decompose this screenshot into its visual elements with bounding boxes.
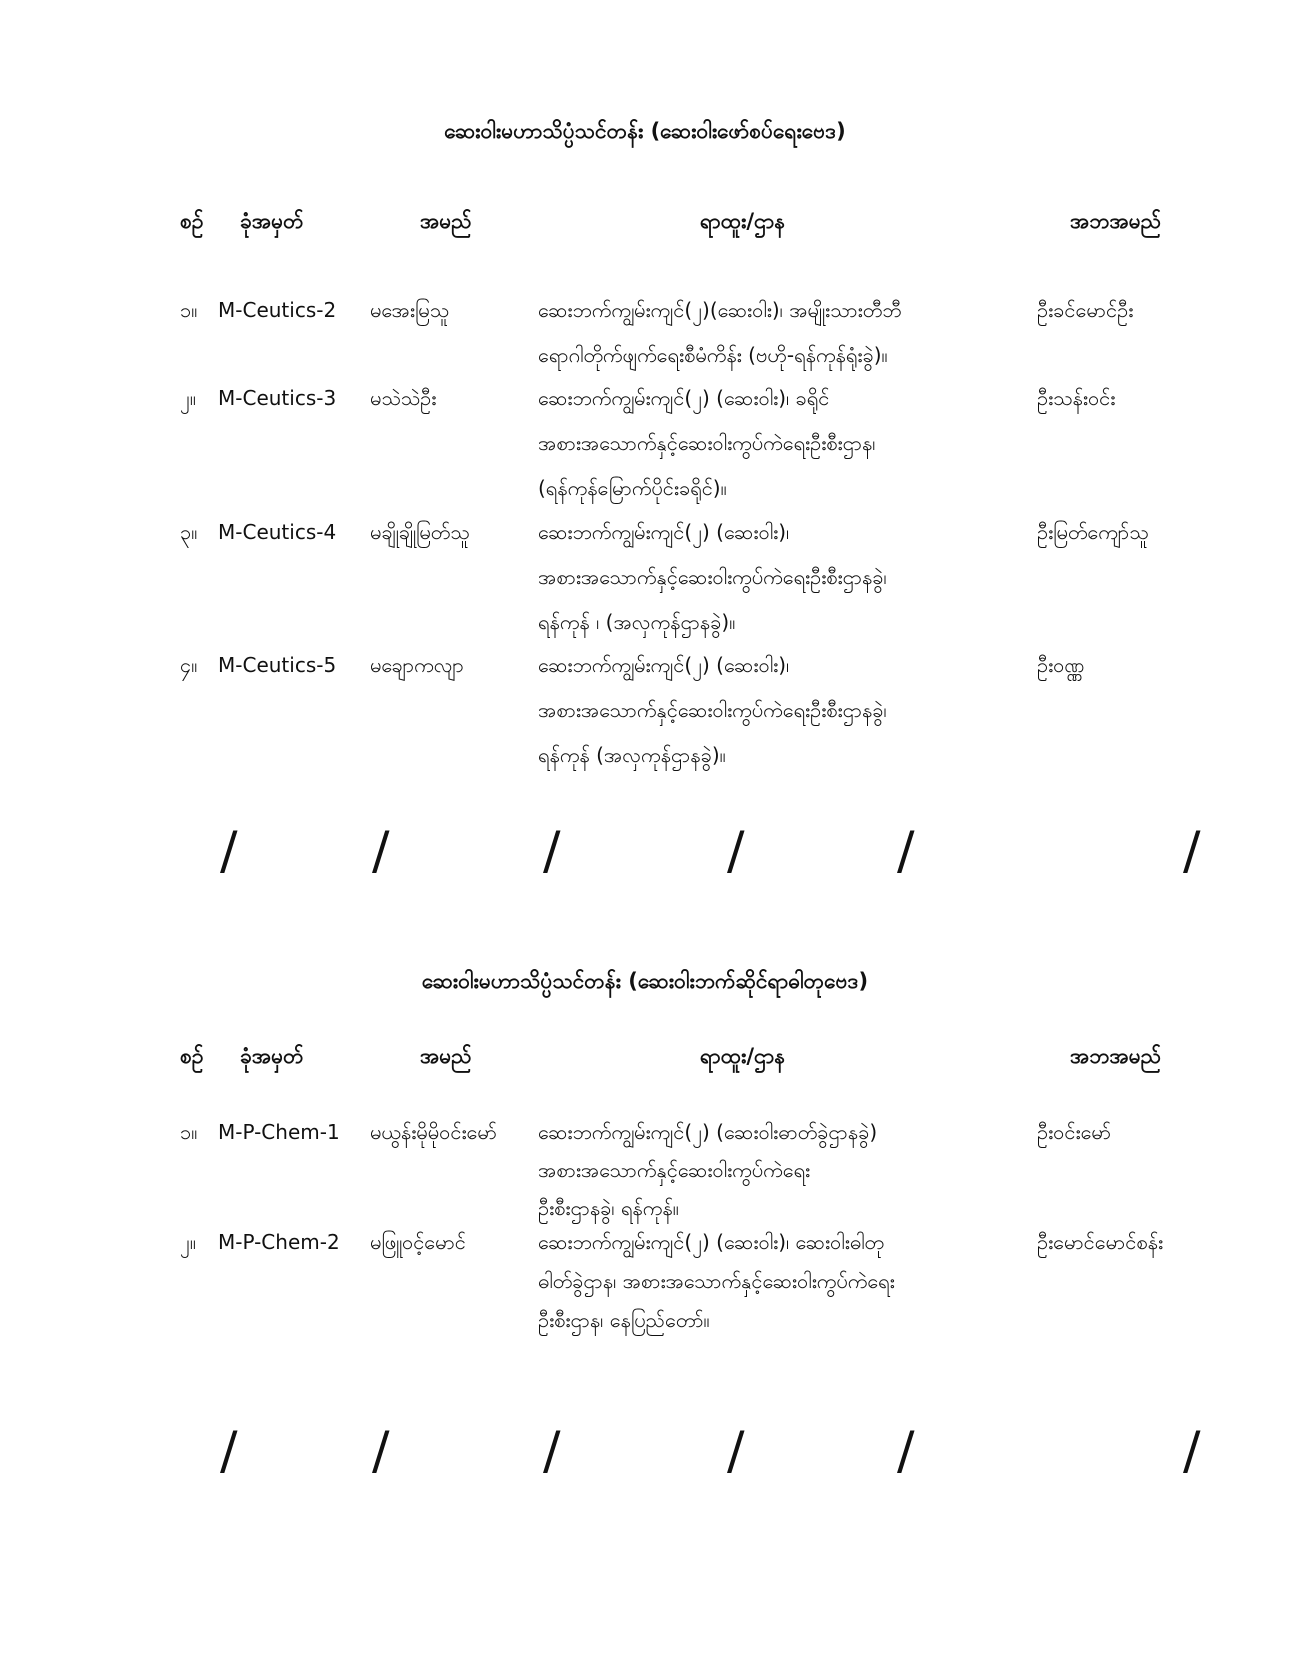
row-roll: M-Ceutics-4 <box>218 520 337 544</box>
separator-slash: / <box>727 1421 745 1481</box>
row-position-line: ဦးစီးဌာနခွဲ၊ ရန်ကုန်။ <box>538 1196 679 1220</box>
row-roll: M-P-Chem-2 <box>218 1230 340 1254</box>
separator-slash: / <box>1183 821 1201 881</box>
row-position-line: ဆေးဘက်ကျွမ်းကျင်(၂) (ဆေးဝါးဓာတ်ခွဲဌာနခွဲ) <box>538 1120 878 1144</box>
row-position-line: အစားအသောက်နှင့်ဆေးဝါးကွပ်ကဲရေးဦးစီးဌာနခွဲ၊ <box>538 698 887 722</box>
separator-slash: / <box>372 1421 390 1481</box>
row-position-line: ဆေးဘက်ကျွမ်းကျင်(၂) (ဆေးဝါး)၊ <box>538 520 790 544</box>
header-position: ရာထူး/ဌာန <box>700 1044 786 1068</box>
header-name: အမည် <box>420 209 472 233</box>
row-position-line: အစားအသောက်နှင့်ဆေးဝါးကွပ်ကဲရေး <box>538 1158 811 1182</box>
row-no: ၃။ <box>180 520 198 544</box>
row-position-line: ဆေးဘက်ကျွမ်းကျင်(၂) (ဆေးဝါး)၊ ခရိုင် <box>538 386 830 410</box>
separator-slash: / <box>543 1421 561 1481</box>
row-father: ဦးသန်းဝင်း <box>1037 386 1116 410</box>
row-name: မအေးမြသူ <box>370 298 450 322</box>
row-position-line: (ရန်ကုန်မြောက်ပိုင်းခရိုင်)။ <box>538 476 727 500</box>
row-no: ၄။ <box>180 653 198 677</box>
row-name: မဖြူဝင့်မောင် <box>370 1230 466 1254</box>
separator-slash: / <box>727 821 745 881</box>
row-position-line: ရန်ကုန် (အလှကုန်ဌာနခွဲ)။ <box>538 743 726 767</box>
row-father: ဦးခင်မောင်ဦး <box>1037 298 1134 322</box>
header-father: အဘအမည် <box>1070 1044 1162 1068</box>
header-name: အမည် <box>420 1044 472 1068</box>
row-position-line: ဦးစီးဌာန၊ နေပြည်တော်။ <box>538 1308 710 1332</box>
row-father: ဦးမြတ်ကျော်သူ <box>1037 520 1149 544</box>
separator-slash: / <box>220 821 238 881</box>
row-father: ဦးမောင်မောင်စန်း <box>1037 1230 1164 1254</box>
header-roll: ခုံအမှတ် <box>240 209 304 233</box>
row-no: ၂။ <box>180 386 196 410</box>
separator-slash: / <box>372 821 390 881</box>
row-name: မချိုချိုမြတ်သူ <box>370 520 470 544</box>
header-no: စဉ် <box>180 1044 204 1068</box>
separator-slash: / <box>897 821 915 881</box>
row-roll: M-Ceutics-5 <box>218 653 337 677</box>
row-position-line: ဆေးဘက်ကျွမ်းကျင်(၂) (ဆေးဝါး)၊ ဆေးဝါးဓါတု <box>538 1230 884 1254</box>
separator-slash: / <box>543 821 561 881</box>
row-no: ၁။ <box>180 1120 198 1144</box>
row-father: ဦးဝဏ္ဏ <box>1037 653 1085 677</box>
row-roll: M-Ceutics-2 <box>218 298 337 322</box>
row-position-line: အစားအသောက်နှင့်ဆေးဝါးကွပ်ကဲရေးဦးစီးဌာန၊ <box>538 431 876 455</box>
row-roll: M-Ceutics-3 <box>218 386 337 410</box>
row-name: မယွန်းမိုမိုဝင်းမော် <box>370 1120 498 1144</box>
row-position-line: ရန်ကုန် ၊ (အလှကုန်ဌာနခွဲ)။ <box>538 610 736 634</box>
header-position: ရာထူး/ဌာန <box>700 209 786 233</box>
section2-title: ဆေးဝါးမဟာသိပ္ပံသင်တန်း (ဆေးဝါးဘက်ဆိုင်ရာဓါတုဗေဒ) <box>421 969 869 993</box>
row-no: ၂။ <box>180 1230 196 1254</box>
row-no: ၁။ <box>180 298 198 322</box>
row-father: ဦးဝင်းမော် <box>1037 1120 1112 1144</box>
row-roll: M-P-Chem-1 <box>218 1120 340 1144</box>
header-no: စဉ် <box>180 209 204 233</box>
header-roll: ခုံအမှတ် <box>240 1044 304 1068</box>
row-position-line: အစားအသောက်နှင့်ဆေးဝါးကွပ်ကဲရေးဦးစီးဌာနခွဲ၊ <box>538 565 887 589</box>
row-position-line: ဆေးဘက်ကျွမ်းကျင်(၂) (ဆေးဝါး)၊ <box>538 653 790 677</box>
separator-slash: / <box>220 1421 238 1481</box>
separator-slash: / <box>897 1421 915 1481</box>
row-position-line: ဓါတ်ခွဲဌာန၊ အစားအသောက်နှင့်ဆေးဝါးကွပ်ကဲရေး <box>538 1269 895 1293</box>
row-position-line: ရောဂါတိုက်ဖျက်ရေးစီမံကိန်း (ဗဟို-ရန်ကုန်ရုံးခွဲ)။ <box>538 343 888 367</box>
section1-title: ဆေးဝါးမဟာသိပ္ပံသင်တန်း (ဆေးဝါးဖော်စပ်ရေးဗေဒ) <box>444 119 846 143</box>
header-father: အဘအမည် <box>1070 209 1162 233</box>
separator-slash: / <box>1183 1421 1201 1481</box>
row-position-line: ဆေးဘက်ကျွမ်းကျင်(၂)(ဆေးဝါး)၊ အမျိုးသားတီဘီ <box>538 298 902 322</box>
row-name: မချောကလျာ <box>370 653 464 677</box>
row-name: မသဲသဲဦး <box>370 386 437 410</box>
